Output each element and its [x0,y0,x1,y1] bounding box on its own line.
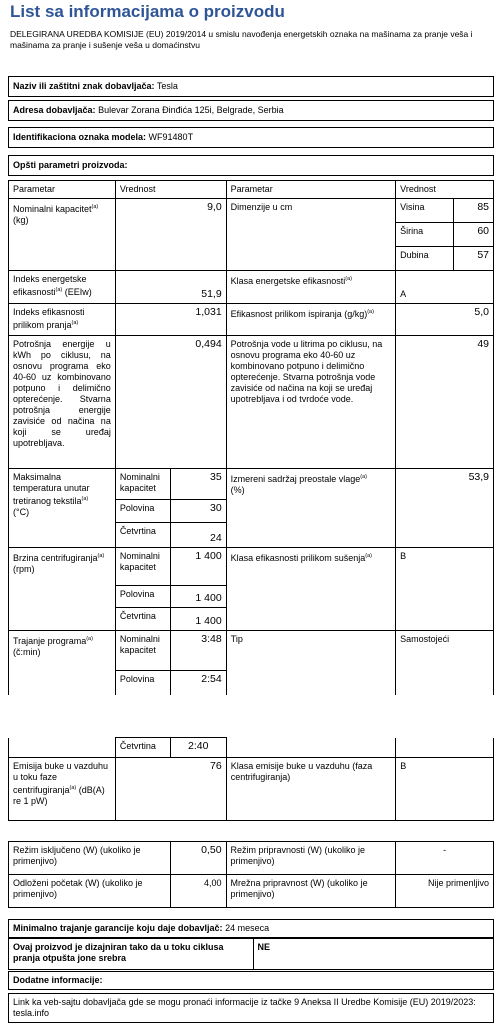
type-value-cont [396,738,494,758]
standby-label: Režim pripravnosti (W) (ukoliko je primenjivo) [226,842,396,875]
rinse-label: Efikasnost prilikom ispiranja $(g/kg)^{(a)}$ [226,304,395,336]
table-row [9,336,494,469]
table-row [9,271,494,304]
spin-label: Brzina centrifugiranja$^{(a)}$ (rpm) [9,548,116,631]
supplier-link-row [8,993,494,1023]
dimension-key: Širina [396,223,454,247]
duration-value: 2:40 [170,738,226,758]
off-mode-value: 0,50 [170,842,226,875]
dimension-value: 57 [454,247,494,271]
spin-key: Četvrtina [115,608,170,631]
silver-table [8,938,494,970]
temperature-label: Maksimalna temperatura unutar tretiranog tekstila$^{(a)}$ (°C) [9,469,116,548]
duration-value: 2:54 [170,671,226,695]
type-value: Samostojeći [396,631,494,695]
capacity-value: 9,0 [115,199,226,271]
water-consumption-label: Potrošnja vode u litrima po ciklusu, na osnovu programa eko 40-60 uz kombinovano potpuno i delimično opterećenje. Stvarna potrošnja vode zavisiće od načina na koji se uređaj upotrebljava i od tvrdoće vode. [226,336,395,469]
duration-key: Polovina [115,671,170,695]
table-header [9,181,494,199]
extra-info-label: Dodatne informacije: [13,975,103,985]
model-row [8,127,494,148]
dry-class-label: Klasa efikasnosti prilikom sušenja$^{(a)}$ [226,548,395,631]
duration-value: 3:48 [170,631,226,671]
spin-value: 1 400 [170,548,226,586]
warranty-row [8,919,494,938]
standby-value: - [396,842,494,875]
silver-label: Ovaj proizvod je dizajniran tako da u toku ciklusa pranja otpušta jone srebra [9,939,254,970]
noise-class-label: Klasa emisije buke u vazduhu (faza centrifugiranja) [226,758,396,821]
duration-label: Trajanje programa$^{(a)}$ (č:min) [9,631,116,695]
capacity-label: Nominalni kapacitet$^{(a)}$ (kg) [9,199,116,271]
network-label: Mrežna pripravnost (W) (ukoliko je primenjivo) [226,875,396,908]
moisture-value: 53,9 [396,469,494,548]
type-label-cont [226,738,396,758]
header-value: Vrednost [396,181,494,199]
duration-key: Nominalni kapacitet [115,631,170,671]
temperature-key: Četvrtina [115,523,170,548]
header-parameter: Parametar [226,181,395,199]
delay-label: Odloženi početak (W) (ukoliko je primenjivo) [9,875,171,908]
extra-info-row [8,971,494,990]
temperature-value: 24 [170,523,226,548]
dimension-value: 60 [454,223,494,247]
rinse-value: 5,0 [396,304,494,336]
dimensions-label: Dimenzije u cm [226,199,395,271]
table-row [9,548,494,586]
dimension-key: Dubina [396,247,454,271]
address-row [8,100,494,121]
supplier-value: Tesla [156,81,178,91]
noise-class-value: B [396,758,494,821]
silver-value: NE [253,939,493,970]
off-mode-label: Režim isključeno (W) (ukoliko je primenjivo) [9,842,171,875]
warranty-value: 24 meseca [225,923,270,933]
energy-class-value: A [396,271,494,304]
water-consumption-value: 49 [396,336,494,469]
model-value: WF91480T [148,132,194,142]
temperature-key: Nominalni kapacitet [115,469,170,500]
model-label: Identifikaciona oznaka modela: [13,132,147,142]
table-row [9,738,494,758]
address-value: Bulevar Zorana Đinđića 125i, Belgrade, Serbia [98,105,284,115]
dimension-key: Visina [396,199,454,223]
table-row [9,199,494,223]
spin-key: Polovina [115,586,170,608]
network-value: Nije primenljivo [396,875,494,908]
noise-value: 76 [115,758,226,821]
spin-key: Nominalni kapacitet [115,548,170,586]
table-row [9,631,494,671]
type-label: Tip [226,631,395,695]
wash-index-label: Indeks efikasnosti prilikom pranja$^{(a)}$ [9,304,116,336]
duration-key: Četvrtina [115,738,170,758]
temperature-value: 30 [170,500,226,523]
delay-value: 4,00 [170,875,226,908]
energy-class-label: Klasa energetske efikasnosti$^{(a)}$ [226,271,395,304]
dry-class-value: B [396,548,494,631]
temperature-value: 35 [170,469,226,500]
spin-value: 1 400 [170,608,226,631]
table-row [9,875,494,908]
power-modes-table [8,841,494,908]
duration-label-cont [9,738,116,758]
regulation-subtitle: DELEGIRANA UREDBA KOMISIJE (EU) 2019/2014 u smislu navođenja energetskih oznaka na mašinama za pranje veša i mašinama za pranje i sušenje veša u domaćinstvu [10,29,473,50]
wash-index-value: 1,031 [115,304,226,336]
table-row [9,842,494,875]
warranty-label: Minimalno trajanje garancije koju daje dobavljač: [13,923,223,933]
eei-value: 51,9 [115,271,226,304]
table-row [9,758,494,821]
eei-label: Indeks energetske efikasnosti$^{(a)}$ (EEIw) [9,271,116,304]
dimension-value: 85 [454,199,494,223]
energy-consumption-value: 0,494 [115,336,226,469]
address-label: Adresa dobavljača: [13,105,96,115]
parameters-table [8,180,494,695]
general-label: Opšti parametri proizvoda: [13,160,128,170]
table-row [9,469,494,500]
general-header [8,155,494,176]
energy-consumption-label: Potrošnja energije u kWh po ciklusu, na osnovu programa eko 40-60 uz kombinovano potpuno i delimično opterećenje. Stvarna potrošnja energije zavisiće od načina na koji se uređaj upotrebljava. [9,336,116,469]
page-title: List sa informacijama o proizvodu [10,2,285,21]
parameters-table-continued [8,737,494,821]
temperature-key: Polovina [115,500,170,523]
header-value: Vrednost [115,181,226,199]
noise-label: Emisija buke u vazduhu u toku faze centrifugiranja$^{(a)}$ (dB(A) re 1 pW) [9,758,116,821]
supplier-row [8,76,494,97]
supplier-link-text: Link ka veb-sajtu dobavljača gde se mogu pronaći informacije iz tačke 9 Aneksa II Uredbe Komisije (EU) 2019/2023: tesla.info [13,997,476,1018]
spin-value: 1 400 [170,586,226,608]
table-row [9,939,494,970]
moisture-label: Izmereni sadržaj preostale vlage$^{(a)}$ (%) [226,469,395,548]
header-parameter: Parametar [9,181,116,199]
table-row [9,304,494,336]
supplier-label: Naziv ili zaštitni znak dobavljača: [13,81,155,91]
